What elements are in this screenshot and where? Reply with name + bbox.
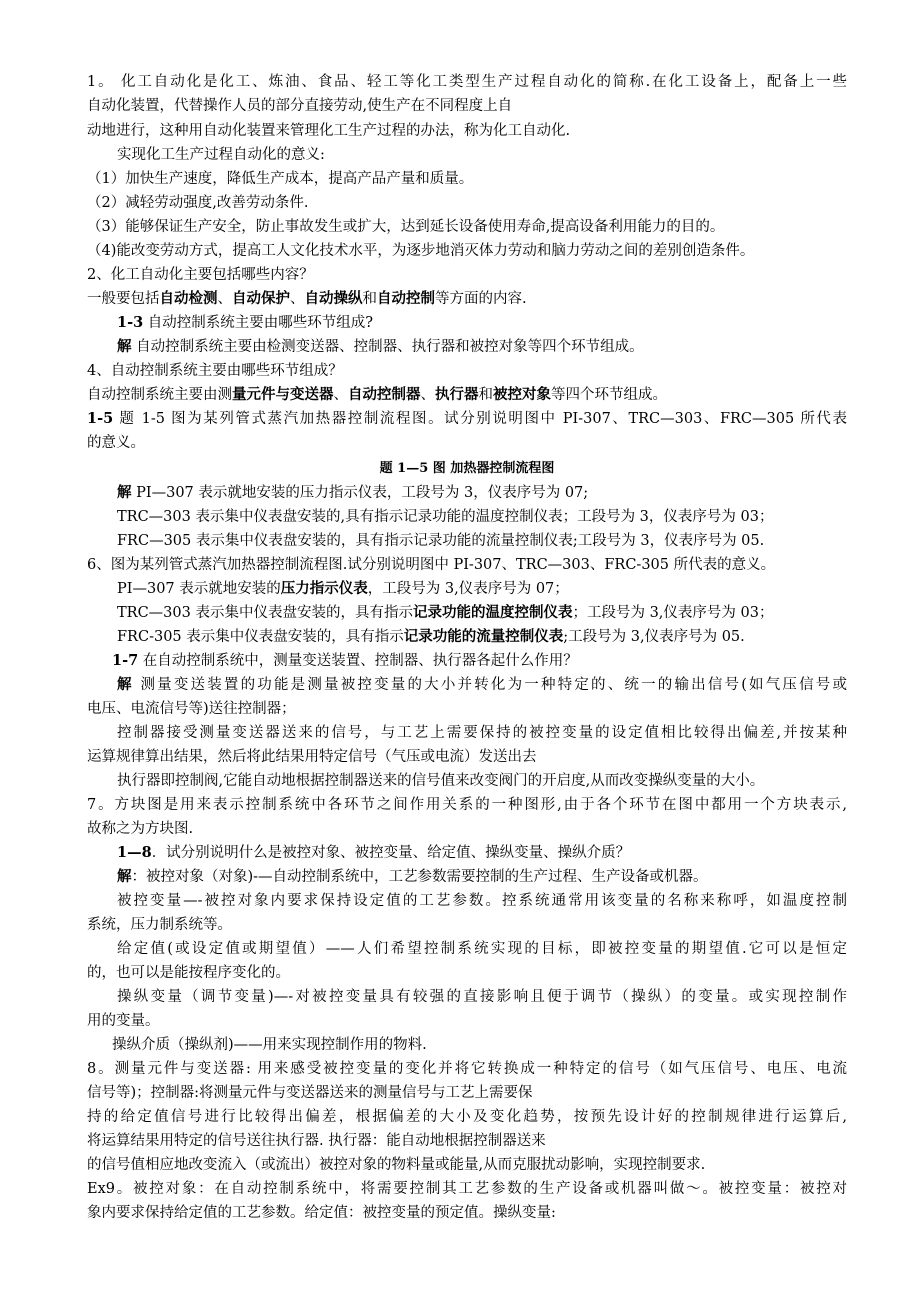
answer-1-8-line-5: 的，也可以是能按程序变化的。	[87, 965, 290, 981]
answer-6-trc: TRC—303 表示集中仪表盘安装的，具有指示记录功能的温度控制仪表；工段号为 3,仪表序号为 03；	[117, 604, 774, 621]
item-8-line-2: 信号等)；控制器:将测量元件与变送器送来的测量信号与工艺上需要保	[87, 1085, 533, 1101]
question-1-5-cont: 的意义。	[87, 435, 145, 451]
list-item-1: （1）加快生产速度，降低生产成本，提高产品产量和质量。	[87, 171, 474, 187]
answer-6-frc: FRC-305 表示集中仪表盘安装的，具有指示记录功能的流量控制仪表;工段号为 3,仪表序号为 05.	[117, 628, 745, 645]
para-line-2: 自动化装置，代替操作人员的部分直接劳动,使生产在不同程度上自	[87, 98, 513, 114]
item-8-line-1: 8。测量元件与变送器: 用来感受被控变量的变化并将它转换成一种特定的信号（如气压信号、电压、电流	[87, 1061, 847, 1077]
answer-2: 一般要包括自动检测、自动保护、自动操纵和自动控制等方面的内容.	[87, 290, 527, 307]
answer-1-5-pi: 解 PI—307 表示就地安装的压力指示仪表，工段号为 3，仪表序号为 07;	[117, 484, 589, 501]
answer-1-8-line-3: 系统，压力制系统等。	[87, 917, 232, 933]
item-8-line-5: 的信号值相应地改变流入（或流出）被控对象的物料量或能量,从而克服扰动影响，实现控制要求.	[87, 1157, 706, 1173]
list-item-3: （3）能够保证生产安全，防止事故发生或扩大，达到延长设备使用寿命,提高设备利用能力的目的。	[87, 219, 725, 235]
answer-1-8-line-6: 操纵变量（调节变量)—-对被控变量具有较强的直接影响且便于调节（操纵）的变量。或实现控制作	[117, 989, 847, 1005]
question-6: 6、图为某列管式蒸汽加热器控制流程图.试分别说明图中 PI-307、TRC—303、FRC-305 所代表的意义。	[87, 557, 776, 573]
ex9-line-2: 象内要求保持给定值的工艺参数。给定值：被控变量的预定值。操纵变量:	[87, 1205, 556, 1221]
para-line-1: 1。 化工自动化是化工、炼油、食品、轻工等化工类型生产过程自动化的简称.在化工设备上，配备上一些	[87, 74, 847, 90]
para-line-3: 动地进行，这种用自动化装置来管理化工生产过程的办法，称为化工自动化.	[87, 123, 571, 139]
ex9-line-1: Ex9。被控对象：在自动控制系统中，将需要控制其工艺参数的生产设备或机器叫做～。被控变量：被控对	[87, 1181, 847, 1197]
list-item-2: （2）减轻劳动强度,改善劳动条件.	[87, 195, 309, 211]
question-4: 4、自动控制系统主要由哪些环节组成？	[87, 363, 343, 379]
question-1-5: 1-5 题 1-5 图为某列管式蒸汽加热器控制流程图。试分别说明图中 PI-307、TRC—303、FRC—305 所代表	[87, 410, 847, 427]
answer-4: 自动控制系统主要由测量元件与变送器、自动控制器、执行器和被控对象等四个环节组成。	[87, 386, 667, 403]
question-1-8: 1—8．试分别说明什么是被控对象、被控变量、给定值、操纵变量、操纵介质？	[117, 844, 631, 861]
answer-1-7-line-1: 解 测量变送装置的功能是测量被控变量的大小并转化为一种特定的、统一的输出信号(如气压信号或	[117, 676, 847, 693]
answer-1-8-line-2: 被控变量—-被控对象内要求保持设定值的工艺参数。控系统通常用该变量的名称来称呼，如温度控制	[117, 893, 847, 909]
answer-1-8-line-8: 操纵介质（操纵剂)——用来实现控制作用的物料.	[112, 1037, 427, 1053]
answer-1-7-line-5: 执行器即控制阀,它能自动地根据控制器送来的信号值来改变阀门的开启度,从而改变操纵变量的大小。	[117, 773, 765, 789]
answer-6-pi: PI—307 表示就地安装的压力指示仪表，工段号为 3,仪表序号为 07；	[117, 580, 569, 597]
answer-1-8-line-4: 给定值(或设定值或期望值）——人们希望控制系统实现的目标，即被控变量的期望值.它可以是恒定	[117, 941, 847, 957]
list-item-4: （4)能改变劳动方式，提高工人文化技术水平，为逐步地消灭体力劳动和脑力劳动之间的差别创造条件。	[87, 243, 755, 259]
answer-1-3: 解 自动控制系统主要由检测变送器、控制器、执行器和被控对象等四个环节组成。	[117, 338, 644, 355]
answer-1-7-line-4: 运算规律算出结果，然后将此结果用特定信号（气压或电流）发送出去	[87, 749, 537, 765]
figure-caption: 题 1—5 图 加热器控制流程图	[379, 461, 555, 476]
question-1-7: 1-7 在自动控制系统中，测量变送装置、控制器、执行器各起什么作用？	[112, 652, 578, 669]
item-8-line-3: 持的给定值信号进行比较得出偏差，根据偏差的大小及变化趋势，按预先设计好的控制规律进行运算后,	[87, 1109, 847, 1125]
answer-1-5-frc: FRC—305 表示集中仪表盘安装的，具有指示记录功能的流量控制仪表;工段号为 3，仪表序号为 05.	[117, 533, 765, 549]
significance-heading: 实现化工生产过程自动化的意义:	[117, 147, 325, 163]
item-8-line-4: 将运算结果用特定的信号送往执行器. 执行器：能自动地根据控制器送来	[87, 1133, 546, 1149]
question-1-3: 1-3 自动控制系统主要由哪些环节组成?	[117, 314, 374, 331]
item-7-line-1: 7。方块图是用来表示控制系统中各环节之间作用关系的一种图形,由于各个环节在图中都用一个方块表示,	[87, 797, 847, 813]
answer-1-7-line-3: 控制器接受测量变送器送来的信号，与工艺上需要保持的被控变量的设定值相比较得出偏差,并按某种	[117, 725, 847, 741]
answer-1-8-line-1: 解：被控对象（对象)-—自动控制系统中，工艺参数需要控制的生产过程、生产设备或机器。	[117, 868, 708, 885]
answer-1-5-trc: TRC—303 表示集中仪表盘安装的,具有指示记录功能的温度控制仪表；工段号为 3，仪表序号为 03；	[117, 509, 774, 525]
answer-1-8-line-7: 用的变量。	[87, 1013, 160, 1029]
question-2: 2、化工自动化主要包括哪些内容？	[87, 267, 314, 283]
item-7-line-2: 故称之为方块图.	[87, 821, 194, 837]
answer-1-7-line-2: 电压、电流信号等)送往控制器；	[87, 701, 296, 717]
